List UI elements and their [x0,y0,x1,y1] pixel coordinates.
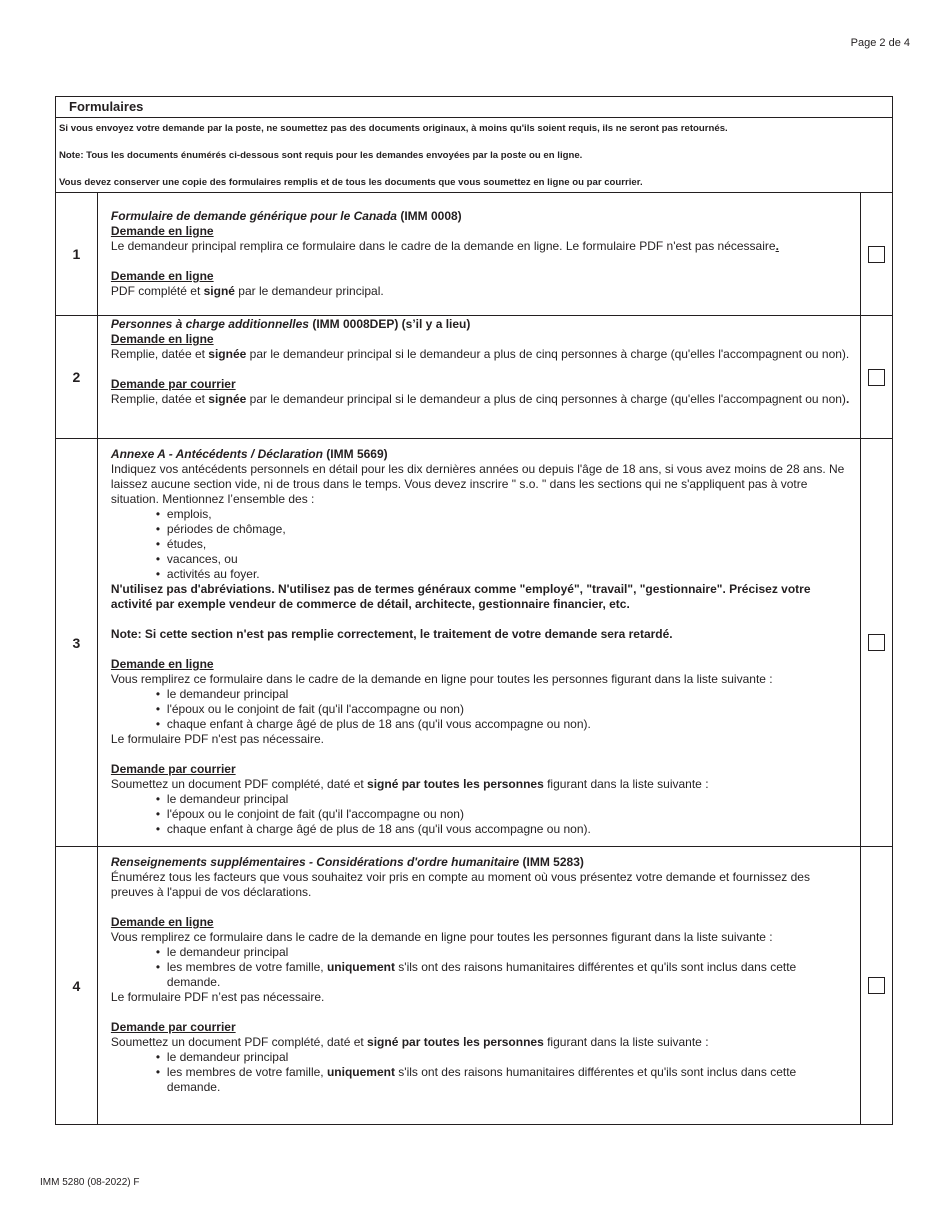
second-text-end: par le demandeur principal. [234,284,384,298]
activities-list [111,507,852,582]
note-text: Note: Si cette section n'est pas remplie correctement, le traitement de votre demande sera retardé. [110,627,673,641]
online-heading: Demande en ligne [110,915,214,929]
online-text-end: . [775,239,779,253]
list-item [167,960,852,990]
form-code: (IMM 5283) [519,855,584,869]
intro-notes [56,118,892,193]
check-cell [861,316,892,438]
mail-list [111,1050,852,1095]
form-title: Renseignements supplémentaires - Considérations d'ordre humanitaire [110,855,520,869]
list-item-bold: uniquement [326,1065,395,1079]
check-cell [861,439,892,846]
forms-section [55,96,893,1125]
online-text-bold: signée [208,347,247,361]
list-item-bold: uniquement [326,960,395,974]
intro-note-mail: Si vous envoyez votre demande par la poste, ne soumettez pas des documents originaux, à moins qu'ils soient requis, ils ne seront pas retournés. [59,123,728,134]
online-text-end: par le demandeur principal si le demandeur a plus de cinq personnes à charge (qu'elles l'accompagnent ou non). [246,347,850,361]
form-row-2 [56,316,892,439]
mail-text-period: . [845,392,850,406]
row-number: 4 [56,847,98,1124]
row-number: 3 [56,439,98,846]
second-heading: Demande en ligne [110,269,214,283]
row-number: 2 [56,316,98,438]
form-title: Personnes à charge additionnelles [110,317,309,331]
form-title: Annexe A - Antécédents / Déclaration [110,447,323,461]
checkbox-form-3[interactable] [868,634,885,651]
row-content [98,193,861,315]
list-item-text: les membres de votre famille, [166,1065,327,1079]
online-text: Remplie, datée et [110,347,209,361]
mail-list [111,792,852,837]
online-text: Vous remplirez ce formulaire dans le cadre de la demande en ligne pour toutes les personnes figurant dans la liste suivante : [110,930,773,944]
description: Indiquez vos antécédents personnels en détail pour les dix dernières années ou depuis l'âge de 18 ans, si vous avez moins de 28 ans. Ne laissez aucune section vide, ni de trous dans le temps. Vous devez inscrire " s.o. " dans les sections qui ne s'appliquent pas à votre situation. Mentionnez l’ensemble des : [110,462,845,506]
row-number: 1 [56,193,98,315]
intro-note-copy: Vous devez conserver une copie des formulaires remplis et de tous les documents que vous soumettez en ligne ou par courrier. [59,177,643,188]
mail-heading: Demande par courrier [110,377,236,391]
online-heading: Demande en ligne [110,224,214,238]
mail-text-end: par le demandeur principal si le demandeur a plus de cinq personnes à charge (qu'elles l'accompagnent ou non) [246,392,846,406]
online-footer: Le formulaire PDF n’est pas nécessaire. [110,990,325,1004]
mail-heading: Demande par courrier [110,762,236,776]
warning-text: N'utilisez pas d'abréviations. N'utilisez pas de termes généraux comme "employé", "travail", "gestionnaire". Précisez votre activité par exemple vendeur de commerce de détail, architecte, gestionnaire financier, etc. [110,582,811,611]
form-code: (IMM 5669) [322,447,388,461]
form-code: (IMM 0008) [396,209,462,223]
description: Énumérez tous les facteurs que vous souhaitez voir pris en compte au moment où vous présentez votre demande et fournissez des preuves à l'appui de vos déclarations. [110,870,810,899]
list-item: • chaque enfant à charge âgé de plus de 18 ans (qu'il vous accompagne ou non). [167,822,852,837]
mail-text-bold: signé par toutes les personnes [367,1035,544,1049]
intro-note-required: Note: Tous les documents énumérés ci-dessous sont requis pour les demandes envoyées par la poste ou en ligne. [59,150,583,161]
mail-text: Remplie, datée et [110,392,209,406]
form-row-3 [56,439,892,847]
check-cell [861,193,892,315]
mail-text-bold: signé par toutes les personnes [367,777,544,791]
list-item [167,1065,852,1095]
row-content [98,847,861,1124]
list-item: • le demandeur principal [167,687,852,702]
form-row-1 [56,193,892,316]
second-text-bold: signé [203,284,235,298]
check-cell [861,847,892,1124]
row-content [98,439,861,846]
list-item: • l'époux ou le conjoint de fait (qu'il l'accompagne ou non) [167,807,852,822]
mail-text: Soumettez un document PDF complété, daté et [110,777,368,791]
list-item: • activités au foyer. [167,567,852,582]
online-text: Le demandeur principal remplira ce formulaire dans le cadre de la demande en ligne. Le formulaire PDF n'est pas nécessaire [110,239,776,253]
list-item: • vacances, ou [167,552,852,567]
mail-text-end: figurant dans la liste suivante : [543,777,709,791]
list-item: • études, [167,537,852,552]
list-item: • emplois, [167,507,852,522]
checkbox-form-1[interactable] [868,246,885,263]
online-heading: Demande en ligne [110,657,214,671]
mail-text-bold: signée [208,392,247,406]
list-item: • le demandeur principal [167,792,852,807]
checkbox-form-2[interactable] [868,369,885,386]
form-code: (IMM 0008DEP) (s’il y a lieu) [308,317,471,331]
second-text: PDF complété et [110,284,204,298]
list-item: • l'époux ou le conjoint de fait (qu'il l'accompagne ou non) [167,702,852,717]
mail-heading: Demande par courrier [110,1020,236,1034]
list-item: • le demandeur principal [167,945,852,960]
section-title: Formulaires [56,97,892,118]
list-item-text: les membres de votre famille, [166,960,327,974]
online-text: Vous remplirez ce formulaire dans le cadre de la demande en ligne pour toutes les personnes figurant dans la liste suivante : [110,672,773,686]
online-list [111,945,852,990]
form-title: Formulaire de demande générique pour le Canada [110,209,397,223]
form-row-4 [56,847,892,1124]
list-item-text-end: s'ils ont des raisons humanitaires différentes et qu'ils sont inclus dans cette demande. [166,960,797,989]
online-list [111,687,852,732]
mail-text: Soumettez un document PDF complété, daté et [110,1035,368,1049]
online-heading: Demande en ligne [110,332,214,346]
page-number: Page 2 de 4 [850,37,910,49]
list-item-text-end: s'ils ont des raisons humanitaires différentes et qu'ils sont inclus dans cette demande. [166,1065,797,1094]
online-footer: Le formulaire PDF n'est pas nécessaire. [110,732,324,746]
list-item: • périodes de chômage, [167,522,852,537]
row-content [98,316,861,438]
form-code-footer: IMM 5280 (08-2022) F [40,1177,140,1188]
list-item: • le demandeur principal [167,1050,852,1065]
mail-text-end: figurant dans la liste suivante : [543,1035,709,1049]
checkbox-form-4[interactable] [868,977,885,994]
list-item: • chaque enfant à charge âgé de plus de 18 ans (qu'il vous accompagne ou non). [167,717,852,732]
